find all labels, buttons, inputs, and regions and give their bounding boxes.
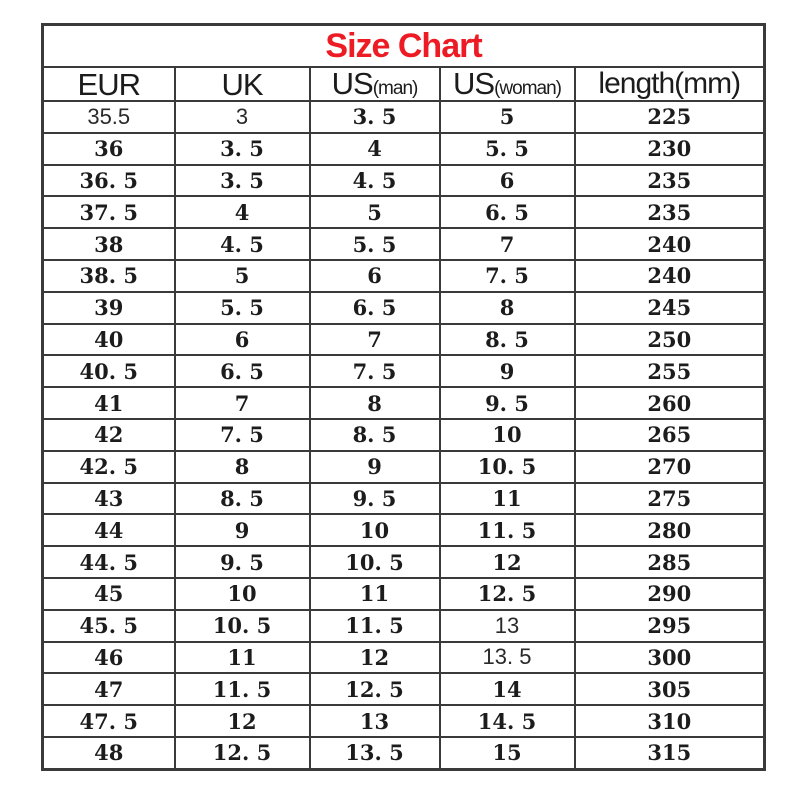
- table-cell: 5: [175, 260, 310, 292]
- table-row: [43, 546, 765, 578]
- table-cell: 41: [43, 387, 175, 419]
- table-row: [43, 483, 765, 515]
- table-cell: 9: [175, 514, 310, 546]
- table-cell: 42. 5: [43, 451, 175, 483]
- table-row: [43, 451, 765, 483]
- table-cell: 36. 5: [43, 165, 175, 197]
- table-cell: 280: [575, 514, 765, 546]
- table-cell: 8: [440, 292, 575, 324]
- header-label-length: length(mm): [598, 67, 741, 100]
- table-cell: 13: [310, 705, 440, 737]
- header-cell-us-man: [310, 67, 440, 101]
- table-cell: 240: [575, 228, 765, 260]
- table-cell: 290: [575, 578, 765, 610]
- table-cell: 38: [43, 228, 175, 260]
- table-row: [43, 578, 765, 610]
- table-cell: 45: [43, 578, 175, 610]
- table-cell: 275: [575, 483, 765, 515]
- table-cell: 36: [43, 133, 175, 165]
- table-row: [43, 133, 765, 165]
- table-cell: 10. 5: [310, 546, 440, 578]
- table-cell: 40. 5: [43, 355, 175, 387]
- table-cell: 35.5: [43, 101, 175, 133]
- header-label-uk: UK: [221, 67, 263, 101]
- table-cell: 3. 5: [175, 165, 310, 197]
- table-cell: 9: [440, 355, 575, 387]
- table-cell: 8. 5: [440, 324, 575, 356]
- table-cell: 3. 5: [310, 101, 440, 133]
- table-cell: 12: [310, 642, 440, 674]
- header-cell-us-woman: [440, 67, 575, 101]
- table-cell: 45. 5: [43, 610, 175, 642]
- table-cell: 47: [43, 673, 175, 705]
- table-row: [43, 324, 765, 356]
- table-cell: 13. 5: [310, 737, 440, 769]
- table-cell: 12. 5: [310, 673, 440, 705]
- table-cell: 240: [575, 260, 765, 292]
- table-cell: 245: [575, 292, 765, 324]
- table-cell: 9. 5: [175, 546, 310, 578]
- table-cell: 10. 5: [175, 610, 310, 642]
- table-cell: 11. 5: [440, 514, 575, 546]
- table-row: [43, 705, 765, 737]
- table-cell: 305: [575, 673, 765, 705]
- size-chart-table: [41, 23, 766, 771]
- table-cell: 7. 5: [440, 260, 575, 292]
- table-cell: 5. 5: [310, 228, 440, 260]
- header-cell-uk: [175, 67, 310, 101]
- table-row: [43, 260, 765, 292]
- header-label-us-woman: US: [453, 67, 495, 101]
- header-row: [43, 67, 765, 101]
- table-cell: 8: [310, 387, 440, 419]
- table-row: [43, 642, 765, 674]
- table-cell: 9. 5: [310, 483, 440, 515]
- table-row: [43, 196, 765, 228]
- table-cell: 295: [575, 610, 765, 642]
- table-row: [43, 355, 765, 387]
- table-cell: 7: [175, 387, 310, 419]
- title-cell: [43, 25, 765, 68]
- header-cell-length: [575, 67, 765, 101]
- table-row: [43, 610, 765, 642]
- title-row: [43, 25, 765, 68]
- header-label-us-man: US: [331, 67, 373, 101]
- table-cell: 3. 5: [175, 133, 310, 165]
- table-cell: 11. 5: [175, 673, 310, 705]
- table-cell: 6: [310, 260, 440, 292]
- table-row: [43, 292, 765, 324]
- table-cell: 11. 5: [310, 610, 440, 642]
- table-cell: 235: [575, 165, 765, 197]
- table-row: [43, 165, 765, 197]
- header-sublabel-us-woman: (woman): [494, 78, 561, 99]
- table-cell: 12: [440, 546, 575, 578]
- table-cell: 265: [575, 419, 765, 451]
- table-cell: 5: [310, 196, 440, 228]
- table-cell: 6. 5: [310, 292, 440, 324]
- table-cell: 4: [310, 133, 440, 165]
- table-cell: 6. 5: [440, 196, 575, 228]
- table-cell: 11: [440, 483, 575, 515]
- table-cell: 13. 5: [440, 642, 575, 674]
- table-cell: 7: [310, 324, 440, 356]
- table-cell: 255: [575, 355, 765, 387]
- table-row: [43, 101, 765, 133]
- table-cell: 10: [175, 578, 310, 610]
- table-cell: 300: [575, 642, 765, 674]
- table-cell: 235: [575, 196, 765, 228]
- table-cell: 46: [43, 642, 175, 674]
- table-cell: 270: [575, 451, 765, 483]
- table-cell: 8. 5: [310, 419, 440, 451]
- table-cell: 6: [175, 324, 310, 356]
- table-cell: 9: [310, 451, 440, 483]
- table-cell: 12. 5: [440, 578, 575, 610]
- table-cell: 8: [175, 451, 310, 483]
- header-sublabel-us-man: (man): [372, 78, 418, 99]
- table-cell: 48: [43, 737, 175, 769]
- table-cell: 11: [310, 578, 440, 610]
- table-cell: 5: [440, 101, 575, 133]
- table-cell: 250: [575, 324, 765, 356]
- table-cell: 315: [575, 737, 765, 769]
- table-cell: 10. 5: [440, 451, 575, 483]
- header-label-eur: EUR: [77, 67, 140, 101]
- table-cell: 40: [43, 324, 175, 356]
- table-cell: 230: [575, 133, 765, 165]
- table-cell: 6. 5: [175, 355, 310, 387]
- table-cell: 37. 5: [43, 196, 175, 228]
- table-cell: 4: [175, 196, 310, 228]
- table-cell: 310: [575, 705, 765, 737]
- table-cell: 4. 5: [310, 165, 440, 197]
- table-cell: 4. 5: [175, 228, 310, 260]
- table-cell: 7. 5: [310, 355, 440, 387]
- table-cell: 13: [440, 610, 575, 642]
- header-cell-eur: [43, 67, 175, 101]
- table-cell: 12: [175, 705, 310, 737]
- table-cell: 285: [575, 546, 765, 578]
- table-cell: 11: [175, 642, 310, 674]
- table-cell: 38. 5: [43, 260, 175, 292]
- table-cell: 39: [43, 292, 175, 324]
- table-cell: 5. 5: [440, 133, 575, 165]
- table-cell: 7. 5: [175, 419, 310, 451]
- table-cell: 8. 5: [175, 483, 310, 515]
- table-row: [43, 228, 765, 260]
- table-cell: 260: [575, 387, 765, 419]
- table-cell: 42: [43, 419, 175, 451]
- table-row: [43, 387, 765, 419]
- table-cell: 6: [440, 165, 575, 197]
- table-row: [43, 673, 765, 705]
- table-row: [43, 514, 765, 546]
- table-cell: 5. 5: [175, 292, 310, 324]
- table-row: [43, 419, 765, 451]
- table-cell: 10: [440, 419, 575, 451]
- table-cell: 43: [43, 483, 175, 515]
- table-cell: 3: [175, 101, 310, 133]
- table-cell: 14: [440, 673, 575, 705]
- table-cell: 7: [440, 228, 575, 260]
- table-cell: 12. 5: [175, 737, 310, 769]
- table-cell: 10: [310, 514, 440, 546]
- table-cell: 15: [440, 737, 575, 769]
- chart-title: Size Chart: [325, 27, 482, 65]
- table-cell: 44. 5: [43, 546, 175, 578]
- table-cell: 47. 5: [43, 705, 175, 737]
- table-cell: 225: [575, 101, 765, 133]
- table-cell: 14. 5: [440, 705, 575, 737]
- table-row: [43, 737, 765, 769]
- table-cell: 44: [43, 514, 175, 546]
- table-cell: 9. 5: [440, 387, 575, 419]
